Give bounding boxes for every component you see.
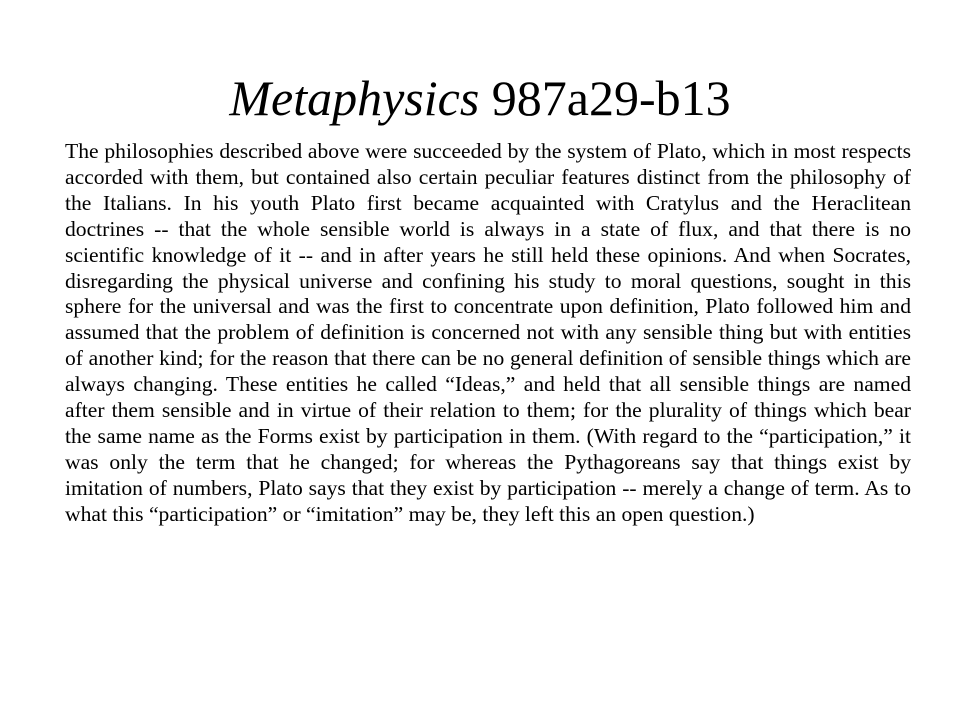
slide-title-reference: 987a29-b13	[479, 70, 731, 126]
slide-title	[0, 68, 960, 128]
slide-body-text: The philosophies described above were succeeded by the system of Plato, which in most respects accorded with them, but contained also certain peculiar features distinct from the philosophy of the Italians. In his youth Plato first became acquainted with Cratylus and the Heraclitean doctrines -- that the whole sensible world is always in a state of flux, and that there is no scientific knowledge of it -- and in after years he still held these opinions. And when Socrates, disregarding the physical universe and confining his study to moral questions, sought in this sphere for the universal and was the first to concentrate upon definition, Plato followed him and assumed that the problem of definition is concerned not with any sensible thing but with entities of another kind; for the reason that there can be no general definition of sensible things which are always changing. These entities he called “Ideas,” and held that all sensible things are named after them sensible and in virtue of their relation to them; for the plurality of things which bear the same name as the Forms exist by participation in them. (With regard to the “participation,” it was only the term that he changed; for whereas the Pythagoreans say that things exist by imitation of numbers, Plato says that they exist by participation -- merely a change of term. As to what this “participation” or “imitation” may be, they left this an open question.)	[65, 139, 911, 526]
slide-title-italic: Metaphysics	[229, 70, 480, 126]
